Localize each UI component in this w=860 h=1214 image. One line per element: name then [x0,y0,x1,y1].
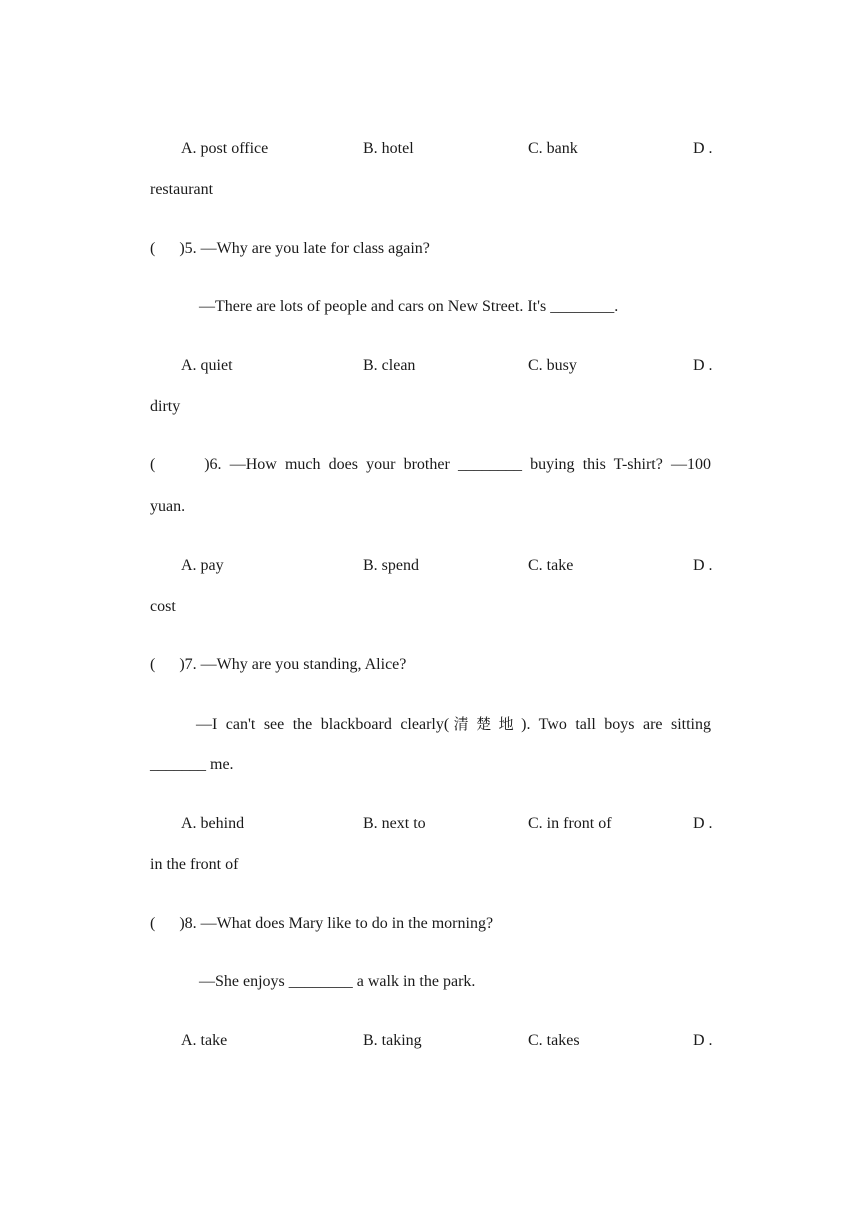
q8-option-a: A. take [181,1032,228,1049]
q6-option-b: B. spend [363,557,419,574]
q6-option-d-marker: D . [693,557,713,574]
q4-option-b: B. hotel [363,140,414,157]
q4-option-c: C. bank [528,140,578,157]
q4-option-d-marker: D . [693,140,713,157]
q6-option-a: A. pay [181,557,224,574]
q8-option-b: B. taking [363,1032,422,1049]
q5-stem: ( )5. —Why are you late for class again? [150,240,430,257]
q6-option-d-text: cost [150,598,176,615]
q7-answer-wrap: _______ me. [150,756,234,773]
q8-stem: ( )8. —What does Mary like to do in the morning? [150,915,494,932]
q5-option-a: A. quiet [181,357,233,374]
q5-option-c: C. busy [528,357,577,374]
q5-option-b: B. clean [363,357,416,374]
q7-answer-line: —I can't see the blackboard clearly(清楚地). Two tall boys are sitting [196,715,711,733]
q5-option-d-marker: D . [693,357,713,374]
q6-stem: ( )6. —How much does your brother ________ buying this T-shirt? —100 [150,456,711,473]
q4-option-d-text: restaurant [150,181,214,198]
q4-option-a: A. post office [181,140,269,157]
q7-option-c: C. in front of [528,815,612,832]
q7-option-a: A. behind [181,815,245,832]
q5-option-d-text: dirty [150,398,181,415]
q7-option-d-marker: D . [693,815,713,832]
q7-option-d-text: in the front of [150,856,239,873]
q6-stem-wrap: yuan. [150,498,186,515]
q8-option-d-marker: D . [693,1032,713,1049]
q6-option-c: C. take [528,557,574,574]
q7-option-b: B. next to [363,815,426,832]
q8-option-c: C. takes [528,1032,580,1049]
q7-chinese-gloss: 清楚地 [449,715,522,733]
q5-answer-line: —There are lots of people and cars on New Street. It's ________. [199,298,619,315]
q8-answer-line: —She enjoys ________ a walk in the park. [199,973,476,990]
q7-stem: ( )7. —Why are you standing, Alice? [150,656,407,673]
